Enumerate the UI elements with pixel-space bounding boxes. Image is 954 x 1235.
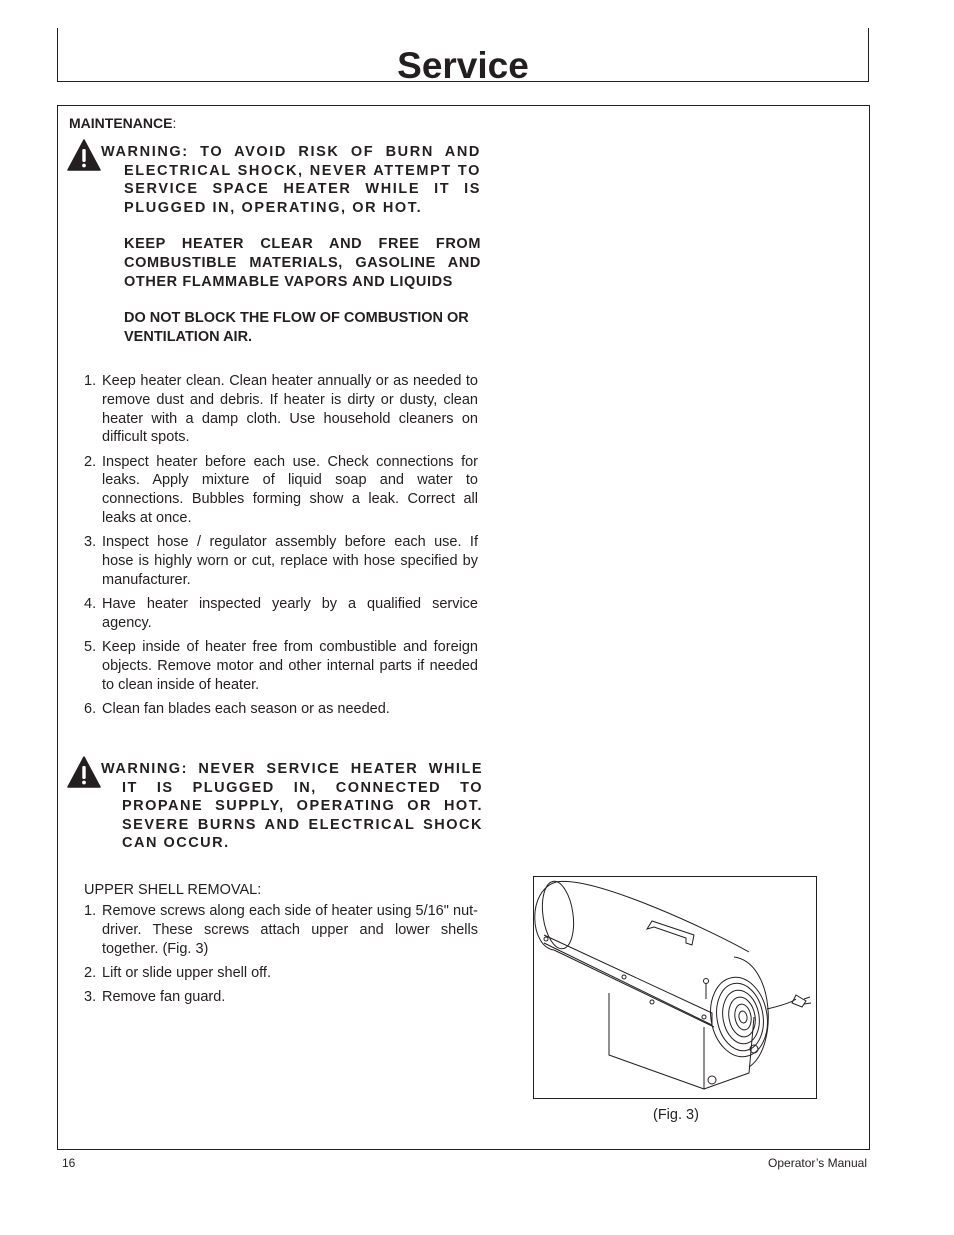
heater-figure xyxy=(533,876,817,1099)
step-text: Lift or slide upper shell off. xyxy=(102,964,271,981)
step-number: 2. xyxy=(84,453,97,470)
list-item xyxy=(84,372,478,447)
manual-name: Operator’s Manual xyxy=(768,1156,867,1170)
step-number: 6. xyxy=(84,701,97,718)
maintenance-heading xyxy=(69,115,176,131)
warning-1-keep-clear: KEEP HEATER CLEAR AND FREE FROM COMBUSTIBLE MATERIALS, GASOLINE AND OTHER FLAMMABLE VAPORS AND LIQUIDS xyxy=(124,236,481,290)
page-title: Service xyxy=(397,45,529,86)
list-item xyxy=(84,595,478,633)
upper-shell-steps xyxy=(84,902,478,1012)
step-text: Have heater inspected yearly by a qualified service agency. xyxy=(102,596,478,632)
warning-2-text: WARNING: NEVER SERVICE HEATER WHILE IT IS PLUGGED IN, CONNECTED TO PROPANE SUPPLY, OPERATING OR HOT. SEVERE BURNS AND ELECTRICAL SHOCK CAN OCCUR. xyxy=(101,761,483,852)
page-number: 16 xyxy=(62,1156,76,1170)
step-number: 1. xyxy=(84,903,97,919)
warning-block-2 xyxy=(101,760,483,871)
step-number: 3. xyxy=(84,989,97,1006)
step-text: Inspect hose / regulator assembly before each use. If hose is highly worn or cut, replace with hose specified by manufacturer. xyxy=(102,534,478,588)
list-item xyxy=(84,533,478,589)
warning-1-text: WARNING: TO AVOID RISK OF BURN AND ELECTRICAL SHOCK, NEVER ATTEMPT TO SERVICE SPACE HEATER WHILE IT IS PLUGGED IN, OPERATING, OR HOT. xyxy=(101,144,481,216)
maintenance-heading-text: MAINTENANCE xyxy=(69,115,173,131)
maintenance-steps xyxy=(84,372,478,725)
warning-triangle-icon xyxy=(67,756,101,788)
list-item xyxy=(84,964,478,983)
list-item xyxy=(84,902,478,958)
list-item xyxy=(84,638,478,694)
heading-colon: : xyxy=(172,115,177,131)
step-number: 2. xyxy=(84,964,97,981)
step-number: 1. xyxy=(84,373,97,389)
step-text: Clean fan blades each season or as needed. xyxy=(102,701,390,718)
step-text: Keep heater clean. Clean heater annually or as needed to remove dust and debris. If heater is dirty or dusty, clean heater with a damp cloth. Use household cleaners on difficult spots. xyxy=(102,373,478,446)
warning-triangle-icon xyxy=(67,139,101,171)
upper-shell-heading: UPPER SHELL REMOVAL: xyxy=(84,882,262,898)
figure-caption: (Fig. 3) xyxy=(653,1107,699,1123)
step-text: Keep inside of heater free from combustible and foreign objects. Remove motor and other internal parts if needed to clean inside of heater. xyxy=(102,639,478,693)
step-text: Remove fan guard. xyxy=(102,989,226,1006)
step-number: 3. xyxy=(84,534,97,551)
step-number: 5. xyxy=(84,639,97,656)
list-item xyxy=(84,988,478,1007)
step-text: Remove screws along each side of heater using 5/16" nut-driver. These screws attach upper and lower shells together. (Fig. 3) xyxy=(102,903,478,957)
step-number: 4. xyxy=(84,596,97,613)
warning-block-1 xyxy=(101,143,481,364)
step-text: Inspect heater before each use. Check connections for leaks. Apply mixture of liquid soap and water to connections. Bubbles forming show a leak. Correct all leaks at once. xyxy=(102,453,478,527)
list-item xyxy=(84,453,478,528)
title-box xyxy=(57,28,869,86)
list-item xyxy=(84,700,478,719)
warning-1-airflow: DO NOT BLOCK THE FLOW OF COMBUSTION OR VENTILATION AIR. xyxy=(124,310,469,345)
heater-illustration-icon xyxy=(534,877,816,1098)
